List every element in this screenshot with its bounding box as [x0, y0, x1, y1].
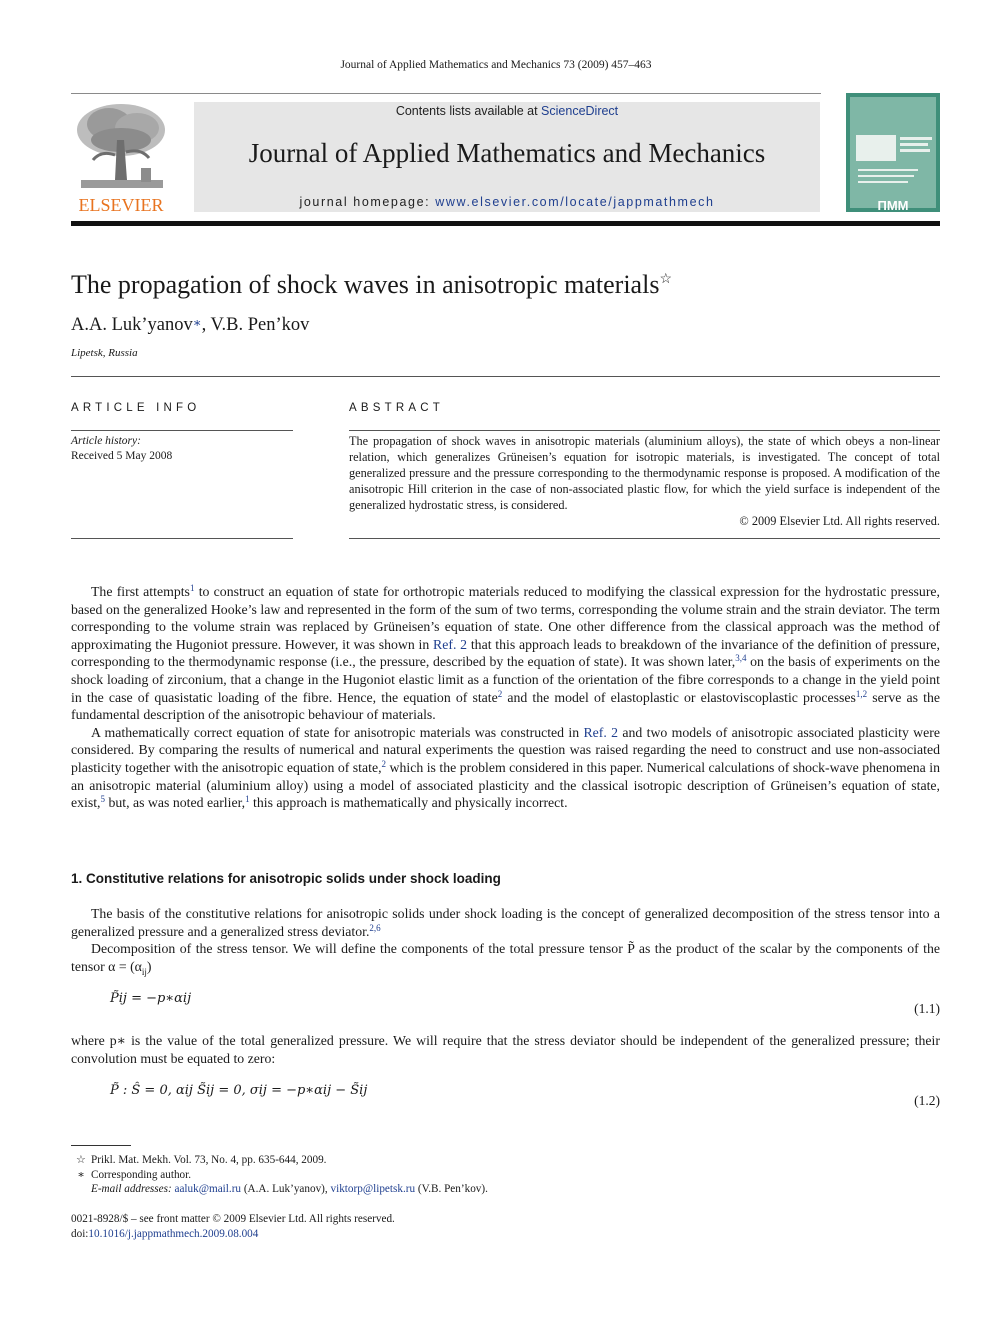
running-head: Journal of Applied Mathematics and Mechanics 73 (2009) 457–463: [340, 59, 652, 71]
abstract-rule-bottom: [349, 538, 940, 539]
author-2[interactable]: V.B. Pen’kov: [210, 315, 310, 335]
homepage-line: [194, 195, 820, 209]
reference-citation[interactable]: 2,6: [369, 922, 381, 933]
abstract-copyright: © 2009 Elsevier Ltd. All rights reserved.: [739, 514, 940, 529]
reference-citation[interactable]: 2: [497, 688, 503, 699]
text-run: and two models of anisotropic associated plasticity were considered. By comparing the results of numerical and natural experiments the question was raised regarding the need to construct and use non-associated plasticity together with the anisotropic equation of state,: [71, 724, 940, 775]
reference-citation[interactable]: 3,4: [735, 653, 747, 664]
journal-cover-thumbnail[interactable]: [846, 93, 940, 212]
reference-link[interactable]: Ref. 2: [433, 636, 468, 652]
paragraph: [71, 905, 940, 940]
email-owner-1: (A.A. Luk’yanov),: [241, 1183, 331, 1195]
author-separator: ,: [201, 315, 211, 335]
paragraph: [71, 583, 940, 724]
elsevier-logo[interactable]: [71, 100, 171, 213]
footnote-star: [71, 1153, 488, 1168]
front-matter: [71, 1212, 395, 1242]
intro-section: [71, 583, 940, 812]
section-1-body-cont: [71, 1032, 940, 1067]
homepage-link[interactable]: www.elsevier.com/locate/jappmathmech: [435, 195, 715, 209]
reference-citation[interactable]: 1: [245, 794, 250, 805]
header-rule: [71, 93, 821, 94]
text-run: to construct an equation of state for orthotropic materials reduced to modifying the classical expression for the hydrostatic pressure, based on the generalized Hooke’s law and represented in the form of the sum of two terms, corresponding the volume strain and the strain deviator. The term corresponding to the volume strain was replaced by Grüneisen’s equation of state. One other difference from the classical approach was the method of approximating the Hugoniot pressure. However, it was shown in: [71, 584, 940, 652]
text-run: ): [146, 958, 152, 974]
corresponding-author-mark[interactable]: ∗: [192, 315, 202, 330]
journal-banner: [194, 102, 820, 212]
contents-prefix: Contents lists available at: [395, 104, 542, 118]
author-1[interactable]: A.A. Luk’yanov: [71, 315, 193, 335]
abstract-heading: ABSTRACT: [349, 402, 444, 414]
footnote-corresponding: [71, 1168, 488, 1183]
svg-text:ELSEVIER: ELSEVIER: [78, 195, 164, 213]
text-run: A mathematically correct equation of state for anisotropic materials was constructed in: [91, 724, 584, 740]
section-heading: 1. Constitutive relations for anisotropic solids under shock loading: [71, 871, 501, 886]
footnotes: [71, 1153, 488, 1197]
equation-1-1: P̃ij = −p∗αij: [110, 991, 192, 1006]
reference-citation[interactable]: 1,2: [855, 688, 868, 699]
article-info-rule-bottom: [71, 538, 293, 539]
svg-text:ПММ: ПММ: [877, 198, 909, 212]
text-run: that this approach leads to breakdown of the invariance of the definition of pressure, corresponding to the thermodynamic response (i.e., the pressure, described by the equation of state). It was shown later,: [71, 636, 940, 670]
email-label: E-mail addresses:: [91, 1183, 175, 1195]
equation-number: (1.1): [914, 1001, 940, 1016]
reference-citation[interactable]: 1: [189, 583, 195, 593]
header-thick-rule: [71, 221, 940, 226]
reference-link[interactable]: Ref. 2: [583, 724, 619, 740]
footnote-mark: ∗: [77, 1168, 85, 1181]
article-title-text: The propagation of shock waves in anisotropic materials: [71, 270, 660, 299]
text-run: this approach is mathematically and physically incorrect.: [249, 795, 568, 811]
homepage-prefix: journal homepage:: [299, 195, 436, 209]
abstract-rule-top: [349, 430, 940, 431]
email-link-1[interactable]: aaluk@mail.ru: [174, 1183, 242, 1195]
article-history: [71, 434, 172, 464]
text-run: and the model of elastoplastic or elastoviscoplastic processes: [502, 689, 856, 705]
reference-citation[interactable]: 5: [100, 794, 106, 805]
reference-citation[interactable]: 2: [381, 758, 387, 769]
text-run: on the basis of experiments on the shock loading of zirconium, that a change in the Hugoniot elastic limit as a function of the orientation of the fibre corresponds to a change in the yield point in the case of quasistatic loading of the fibre. Hence, the equation of state: [71, 654, 940, 705]
email-link-2[interactable]: viktorp@lipetsk.ru: [330, 1183, 416, 1195]
article-info-rule-top: [71, 430, 293, 431]
abstract-text: The propagation of shock waves in anisotropic materials (aluminium alloys), the state of which obeys a non-linear relation, which generalizes Grüneisen’s equation for isotropic materials, is investigated. The concept of total generalized pressure and the pressure corresponding to the thermodynamic response is proposed. A modification of the anisotropic Hill criterion in the case of non-associated plastic flow, for which the yield surface is independent of the generalized hydrostatic stress, is considered.: [349, 434, 940, 513]
doi-prefix: doi:: [71, 1227, 89, 1240]
text-run: Decomposition of the stress tensor. We will define the components of the total pressure tensor P̃ as the product of the scalar by the components of the tensor α = (α: [71, 941, 940, 974]
paragraph: [71, 724, 940, 812]
article-title: [71, 270, 672, 300]
history-label: Article history:: [71, 435, 141, 447]
text-run: The first attempts: [91, 584, 190, 599]
received-date: Received 5 May 2008: [71, 450, 173, 462]
footnote-text: Prikl. Mat. Mekh. Vol. 73, No. 4, pp. 635-644, 2009.: [91, 1154, 327, 1166]
footnote-rule: [71, 1145, 131, 1146]
issn-line: 0021-8928/$ – see front matter © 2009 Elsevier Ltd. All rights reserved.: [71, 1213, 395, 1225]
author-list: [71, 315, 309, 336]
section-1-body: [71, 905, 940, 981]
paragraph: [71, 940, 940, 981]
affiliation: Lipetsk, Russia: [71, 347, 138, 359]
footnote-emails: [71, 1182, 488, 1197]
paragraph: where p∗ is the value of the total generalized pressure. We will require that the stress deviator should be independent of the generalized pressure; their convolution must be equated to zero:: [71, 1033, 940, 1066]
contents-line: [194, 104, 820, 118]
footnote-text: Corresponding author.: [91, 1168, 192, 1181]
elsevier-tree-icon: [71, 100, 171, 213]
email-owner-2: (V.B. Pen’kov).: [415, 1183, 488, 1195]
footnote-mark: ☆: [75, 1154, 87, 1166]
text-run: which is the problem considered in this paper. Numerical calculations of shock-wave phenomena in an anisotropic material (aluminium alloy) using a model of associated plasticity and the classical isotropic description of Grüneisen’s equation of state, exist,: [71, 759, 940, 811]
text-run: but, as was noted earlier,: [105, 795, 246, 811]
article-info-heading: ARTICLE INFO: [71, 402, 201, 414]
text-run: serve as the fundamental description of the anisotropic behaviour of materials.: [71, 689, 940, 723]
subscript: ij: [141, 966, 147, 977]
journal-cover-icon: [846, 93, 940, 212]
title-divider: [71, 376, 940, 377]
equation-number: (1.2): [914, 1093, 940, 1108]
sciencedirect-link[interactable]: ScienceDirect: [541, 104, 619, 118]
doi-line: [71, 1227, 395, 1242]
journal-title: Journal of Applied Mathematics and Mechanics: [248, 138, 766, 168]
abstract: [349, 433, 940, 530]
title-footnote-mark[interactable]: ☆: [659, 272, 673, 287]
text-run: The basis of the constitutive relations for anisotropic solids under shock loading is the concept of generalized decomposition of the stress tensor into a generalized pressure and a generalized stress deviator.: [71, 906, 940, 939]
equation-1-2: P̃ : Ŝ = 0, αij S̃ij = 0, σij = −p∗αij − S̃ij: [110, 1083, 368, 1098]
doi-link[interactable]: 10.1016/j.jappmathmech.2009.08.004: [88, 1227, 259, 1240]
